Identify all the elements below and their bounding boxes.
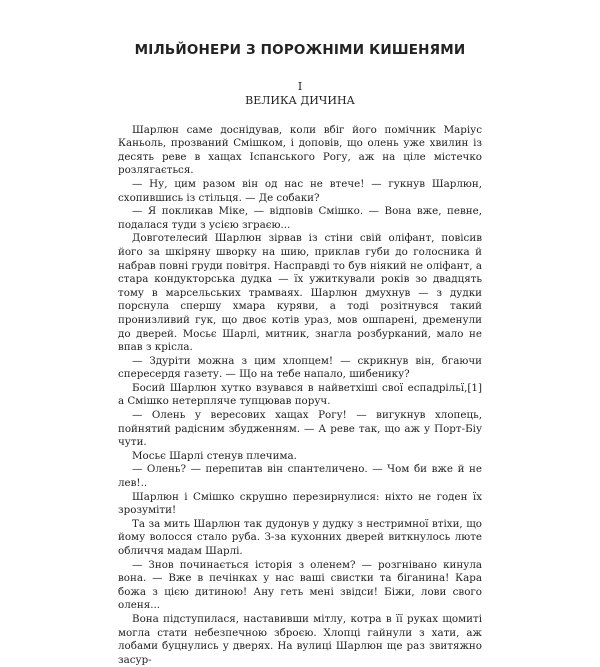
paragraph: — Олень у вересових хащах Рогу! — вигукнув хлопець, пойнятий радісним збудженням. — А реве так, що аж у Порт-Біу чути. [118,409,482,449]
paragraph: Довготелесий Шарлюн зірвав із стіни свій оліфант, повісив його за шкіряну шворку на шию, приклав губи до голосника й набрав повні груди повітря. Насправді то був ніякий не оліфант, а стара кондукторська дудка — їх ужиткували років зо двадцять тому в марсельських трамваях. Шарлюн дмухнув — з дудки порснула спершу хмара куряви, а тоді розітнувся такий пронизливий гук, що двоє котів ураз, мов ошпарені, дременули до дверей. Мосьє Шарлі, митник, знагла розбурканий, мало не впав з крісла. [118,232,482,354]
book-page [118,44,482,667]
paragraph: — Знов починається історія з оленем? — розгнівано кинула вона. — Вже в печінках у нас ваші свистки та біганина! Кара божа з цією дитиною! Ану геть мені звідси! Біжи, лови свого оленя... [118,558,482,612]
paragraph: Шарлюн саме доснідував, коли вбіг його помічник Маріус Каньоль, прозваний Смішком, і доповів, що олень уже хвилин із десять реве в хащах Іспанського Рогу, аж на ціле містечко розлягається. [118,123,482,177]
paragraph: Босий Шарлюн хутко взувався в найветхіші свої еспадрільї,[1] а Смішко нетерпляче тупцював поруч. [118,381,482,408]
book-title: МІЛЬЙОНЕРИ З ПОРОЖНІМИ КИШЕНЯМИ [134,42,466,58]
chapter-number: I [297,79,303,93]
paragraph: Мосьє Шарлі стенув плечима. [132,449,297,462]
paragraph: — Здуріти можна з цим хлопцем! — скрикнув він, бгаючи спересердя газету. — Що на тебе напало, шибенику? [118,354,482,381]
chapter-body [118,124,482,667]
paragraph: Вона підступилася, наставивши мітлу, котра в її руках щомиті могла стати небезпечною зброєю. Хлопці гайнули з хати, аж лобами буцнулись у дверях. На вулиці Шарлюн ще раз звитяжно засур- [118,612,482,666]
paragraph: Та за мить Шарлюн так дудонув у дудку з нестримної втіхи, що йому волосся стало руба. З-за кухонних дверей виткнулось люте обличчя мадам Шарлі. [118,517,482,557]
chapter-title: ВЕЛИКА ДИЧИНА [245,93,355,107]
paragraph: — Ну, цим разом він од нас не втече! — гукнув Шарлюн, схопившись із стільця. — Де собаки? [118,177,482,204]
paragraph: Шарлюн і Смішко скрушно перезирнулися: ніхто не годен їх зрозуміти! [118,490,482,517]
paragraph: — Я покликав Міке, — відповів Смішко. — Вона вже, певне, подалася туди з усією зграєю... [118,205,482,231]
paragraph: — Олень? — перепитав він спантеличено. — Чом би вже й не лев!.. [118,463,482,490]
